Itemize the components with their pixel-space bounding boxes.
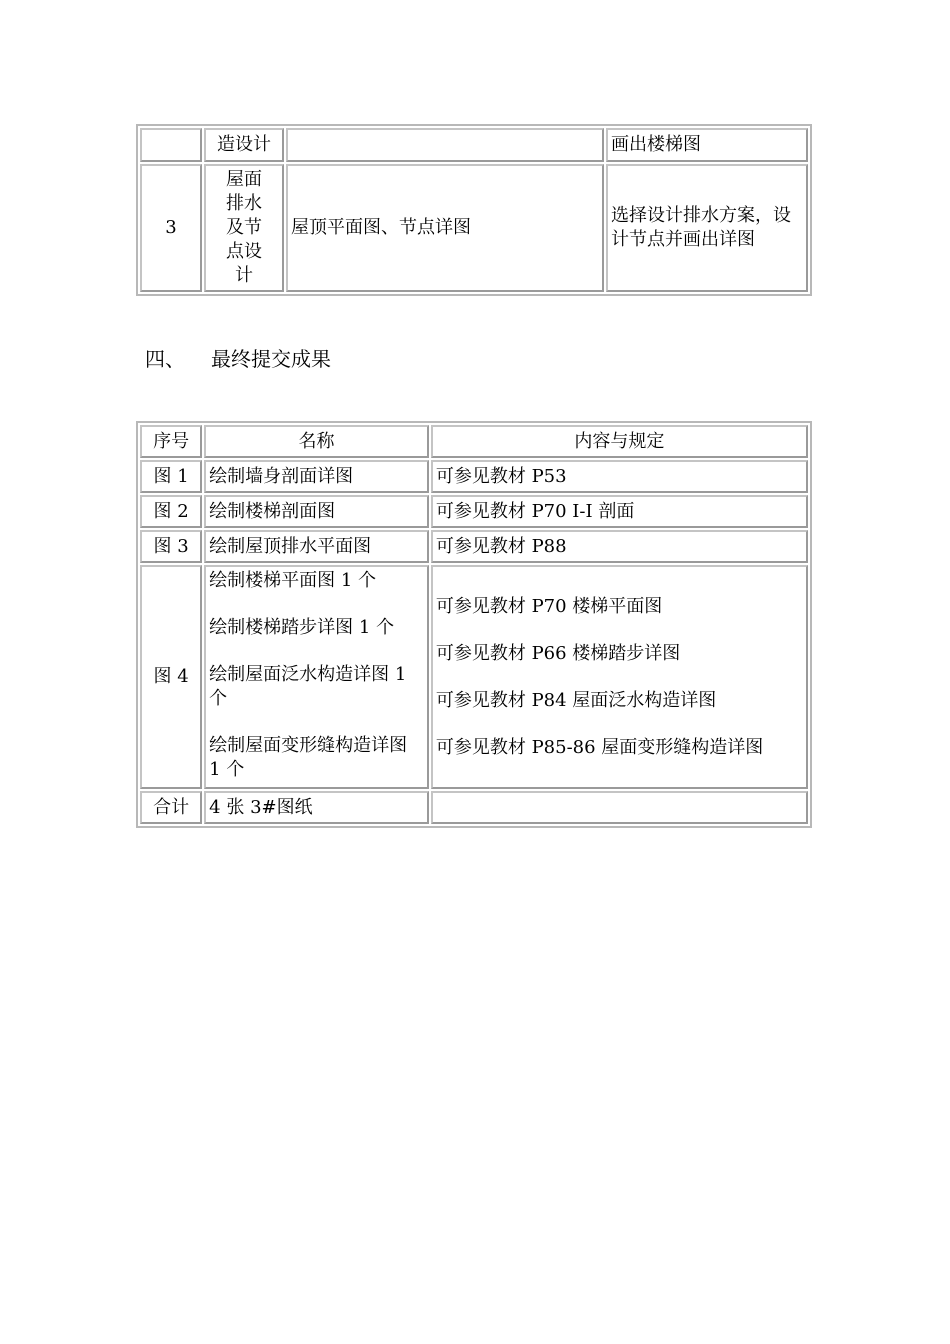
table-row — [140, 530, 808, 563]
row-number — [140, 128, 202, 162]
table-row — [140, 565, 808, 789]
table-row — [140, 128, 808, 162]
header-name: 名称 — [204, 425, 429, 458]
row-number: 图 1 — [140, 460, 202, 493]
task-topic: 造设计 — [204, 128, 284, 162]
row-number: 图 2 — [140, 495, 202, 528]
row-number: 3 — [140, 164, 202, 292]
name-item: 绘制屋面变形缝构造详图 1 个 — [209, 735, 408, 780]
row-name: 4 张 3#图纸 — [204, 791, 429, 824]
row-name: 绘制屋顶排水平面图 — [204, 530, 429, 563]
content-item: 可参见教材 P66 楼梯踏步详图 — [435, 642, 681, 664]
final-deliverables-table — [136, 421, 812, 828]
row-name: 绘制楼梯剖面图 — [204, 495, 429, 528]
row-content — [431, 791, 808, 824]
table-row — [140, 164, 808, 292]
row-content: 可参见教材 P88 — [431, 530, 808, 563]
row-number: 图 3 — [140, 530, 202, 563]
row-number: 合计 — [140, 791, 202, 824]
content-item: 可参见教材 P85-86 屋面变形缝构造详图 — [435, 736, 764, 758]
row-content-list — [431, 565, 808, 789]
table-row — [140, 460, 808, 493]
task-drawings — [286, 128, 604, 162]
row-content: 可参见教材 P70 I-I 剖面 — [431, 495, 808, 528]
task-requirement: 画出楼梯图 — [606, 128, 808, 162]
header-content: 内容与规定 — [431, 425, 808, 458]
table-row — [140, 791, 808, 824]
header-number: 序号 — [140, 425, 202, 458]
table-header-row — [140, 425, 808, 458]
table-row — [140, 495, 808, 528]
content-item: 可参见教材 P70 楼梯平面图 — [435, 595, 663, 617]
design-tasks-table — [136, 124, 812, 296]
task-requirement: 选择设计排水方案，设计节点并画出详图 — [606, 164, 808, 292]
name-item: 绘制楼梯踏步详图 1 个 — [209, 617, 395, 638]
row-content: 可参见教材 P53 — [431, 460, 808, 493]
row-number: 图 4 — [140, 565, 202, 789]
section-heading — [145, 345, 331, 373]
section-number: 四、 — [145, 347, 185, 371]
section-title: 最终提交成果 — [211, 347, 331, 371]
row-name-list — [204, 565, 429, 789]
task-topic: 屋面排水及节点设计 — [204, 164, 284, 292]
name-item: 绘制屋面泛水构造详图 1 个 — [209, 664, 407, 709]
task-drawings: 屋顶平面图、节点详图 — [286, 164, 604, 292]
row-name: 绘制墙身剖面详图 — [204, 460, 429, 493]
name-item: 绘制楼梯平面图 1 个 — [209, 570, 377, 591]
content-item: 可参见教材 P84 屋面泛水构造详图 — [435, 689, 717, 711]
